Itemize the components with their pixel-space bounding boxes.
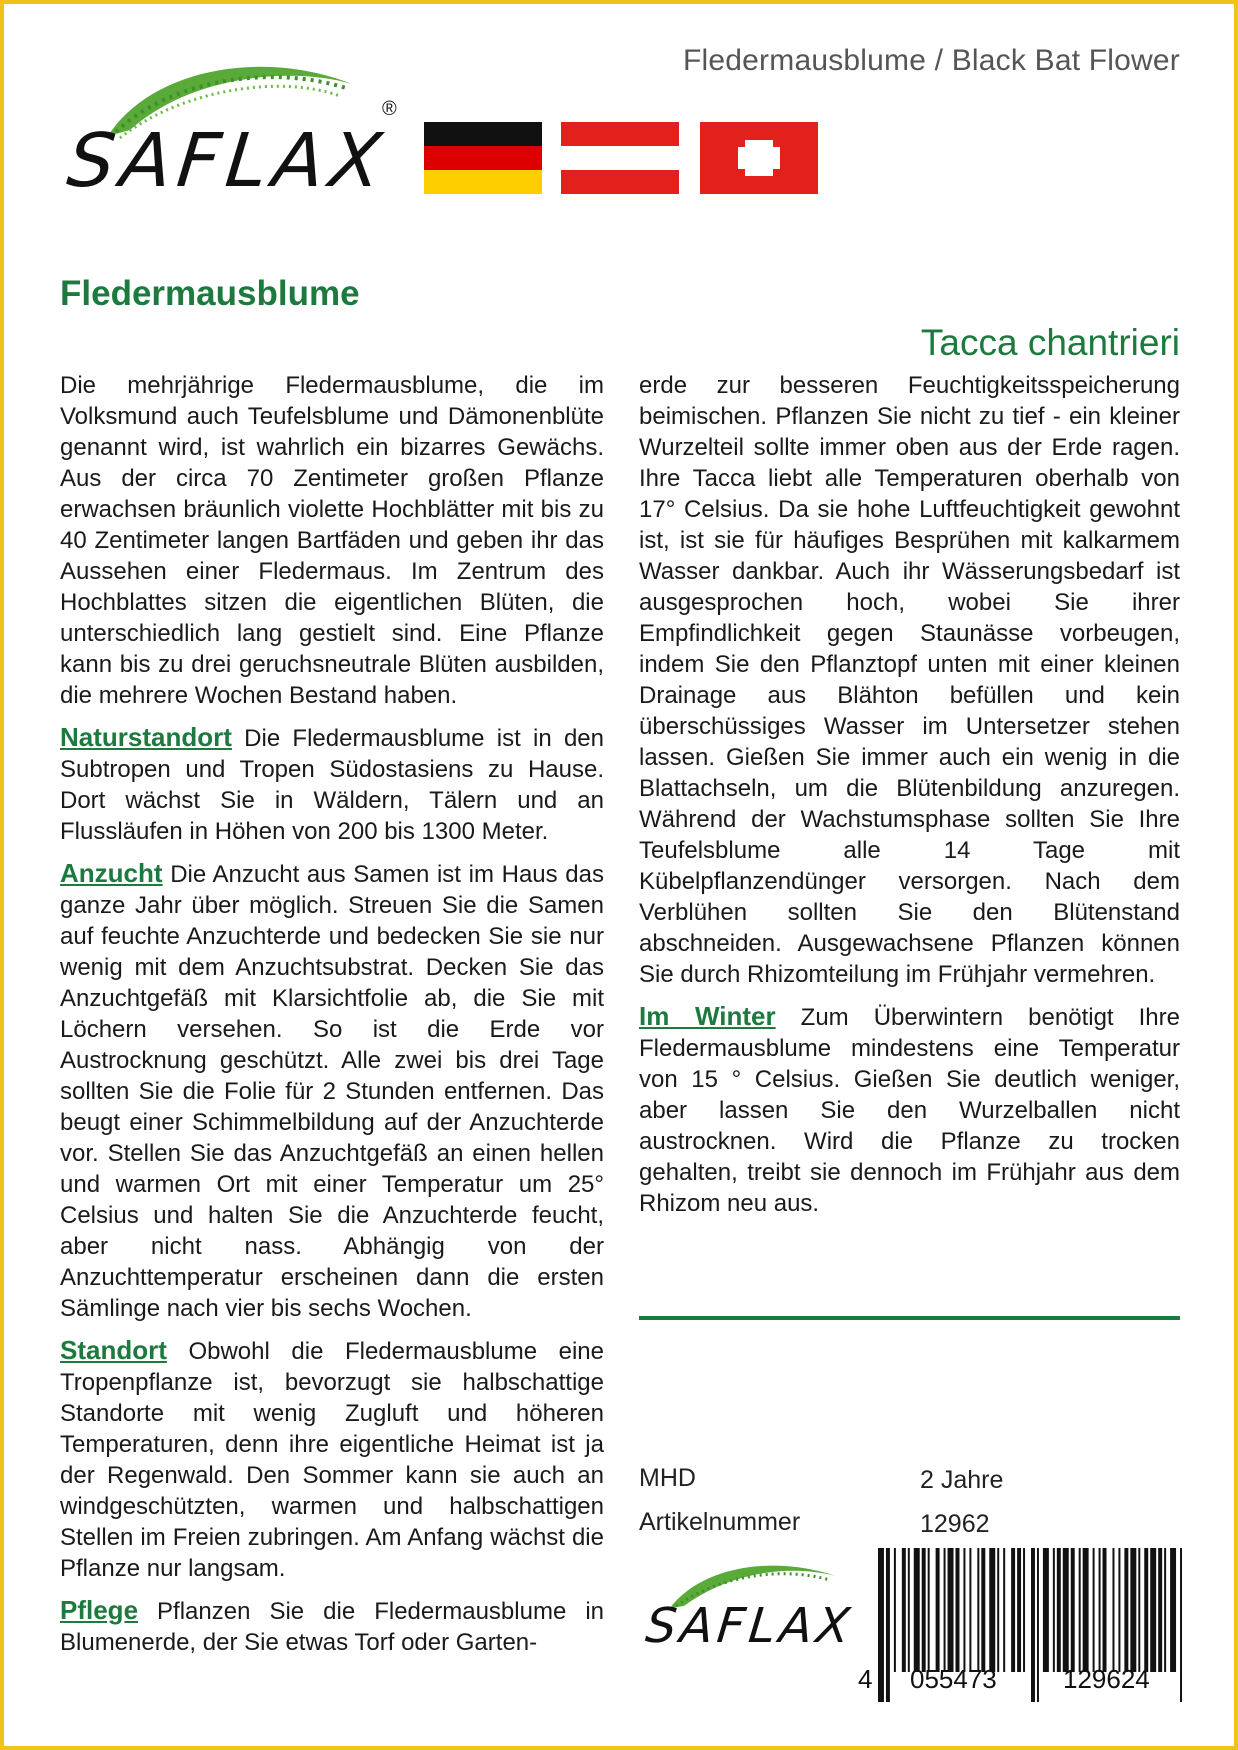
barcode-bar [1053, 1548, 1055, 1672]
article-label: Artikelnummer [639, 1508, 801, 1536]
plant-name-heading: Fledermausblume [60, 274, 360, 313]
barcode-bar [1112, 1548, 1114, 1672]
barcode-bar [928, 1548, 930, 1672]
switzerland-flag-icon [700, 122, 818, 194]
barcode-bar [1037, 1548, 1039, 1702]
barcode-bar [1093, 1548, 1095, 1672]
barcode-bar [936, 1548, 940, 1672]
winter-paragraph [639, 1001, 1180, 1219]
section-divider [639, 1316, 1180, 1320]
barcode-bar [878, 1548, 884, 1702]
barcode-digit-first: 4 [858, 1664, 873, 1694]
barcode-bar [997, 1548, 999, 1672]
barcode-bar [1003, 1548, 1005, 1672]
standort-text: Obwohl die Fledermausblume eine Tropenpflanze ist, bevorzugt sie halbschattige Standorte mit wenig Zugluft und höheren Temperaturen, denn ihre eigentliche Heimat ist ja der Regenwald. Den Sommer kann sie auch an windgeschützten, warmen und halbschattigen Stellen im Freien zubringen. Am Anfang wächst die Pflanze nur langsam. [60, 1338, 604, 1582]
barcode-bar [948, 1548, 954, 1672]
barcode-bar [908, 1548, 910, 1672]
barcode-bar [1138, 1548, 1140, 1672]
mhd-value: 2 Jahre [920, 1466, 1004, 1494]
austria-flag-icon [561, 122, 679, 194]
barcode-digits-left: 055473 [910, 1664, 997, 1694]
pflege-paragraph [60, 1595, 604, 1658]
barcode-bar [1170, 1548, 1176, 1672]
standort-paragraph [60, 1335, 604, 1584]
mhd-label: MHD [639, 1464, 696, 1492]
barcode-bar [1164, 1548, 1166, 1672]
barcode-bar [1057, 1548, 1061, 1672]
latin-name-heading: Tacca chantrieri [920, 322, 1180, 363]
barcode-bar [1130, 1548, 1136, 1672]
saflax-logo [60, 40, 420, 210]
barcode-bar [1118, 1548, 1120, 1672]
barcode-bar [969, 1548, 971, 1672]
barcode-bar [914, 1548, 920, 1672]
barcode-bar [981, 1548, 985, 1672]
barcode-bar [955, 1548, 959, 1672]
logo-small-text: SAFLAX [643, 1598, 857, 1654]
registered-mark: ® [382, 98, 397, 120]
pflege-heading: Pflege [60, 1595, 139, 1625]
barcode-bar [1043, 1548, 1049, 1672]
barcode-bar [989, 1548, 995, 1672]
winter-text: Zum Überwintern benötigt Ihre Fledermausblume mindestens eine Temperatur von 15 ° Celsius. Gießen Sie deutlich weniger, aber lassen Sie den Wurzelballen nicht austrocknen. Wird die Pflanze zu trocken gehalten, treibt sie dennoch im Frühjahr aus dem Rhizom neu aus. [639, 1004, 1180, 1217]
barcode-bar [963, 1548, 965, 1672]
barcode-bar [1083, 1548, 1089, 1672]
barcode-bar [1180, 1548, 1182, 1702]
barcode-bar [1011, 1548, 1015, 1672]
anzucht-paragraph [60, 858, 604, 1324]
barcode-bar [1144, 1548, 1148, 1672]
standort-heading: Standort [60, 1335, 167, 1365]
winter-heading: Im Winter [639, 1001, 776, 1031]
barcode-bar [1150, 1548, 1156, 1672]
germany-flag-icon [424, 122, 542, 194]
naturstandort-text: Die Fledermausblume ist in den Subtropen und Tropen Südostasiens zu Hause. Dort wächst Sie in Wäldern, Tälern und an Flussläufen in Höhen von 200 bis 1300 Meter. [60, 725, 604, 845]
barcode-bar [886, 1548, 890, 1702]
header-title: Fledermausblume / Black Bat Flower [683, 44, 1180, 77]
barcode-bar [977, 1548, 979, 1672]
barcode-bar [922, 1548, 926, 1672]
barcode-bar [1103, 1548, 1107, 1672]
saflax-logo-small [640, 1550, 880, 1660]
pflege-continued-paragraph: erde zur besseren Feuchtigkeitsspeicherung beimischen. Pflanzen Sie nicht zu tief - ein kleiner Wurzelteil sollte immer oben aus der Erde ragen. Ihre Tacca liebt alle Temperaturen oberhalb von 17° Celsius. Da sie hohe Luftfeuchtigkeit gewohnt ist, ist sie für häufiges Besprühen mit kalkarmem Wasser dankbar. Auch ihr Wässerungsbedarf ist ausgesprochen hoch, wobei Sie ihrer Empfindlichkeit gegen Staunässe vorbeugen, indem Sie den Pflanztopf unten mit einer kleinen Drainage aus Blähton befüllen und kein überschüssiges Wasser im Untersetzer stehen lassen. Gießen Sie immer auch ein wenig in die Blattachseln, um die Blütenbildung anzuregen. Während der Wachstumsphase sollten Sie Ihre Teufelsblume alle 14 Tage mit Kübelpflanzendünger versorgen. Nach dem Verblühen sollten Sie den Blütenstand abschneiden. Ausgewachsene Pflanzen können Sie durch Rhizomteilung im Frühjahr vermehren. [639, 372, 1180, 988]
logo-text: SAFLAX [63, 118, 392, 204]
barcode-bar [1124, 1548, 1128, 1672]
anzucht-text: Die Anzucht aus Samen ist im Haus das ganze Jahr über möglich. Streuen Sie die Samen auf feuchte Anzuchterde und bedecken Sie sie nur wenig mit dem Anzuchtsubstrat. Decken Sie das Anzuchtgefäß mit Klarsichtfolie ab, die Sie mit Löchern versehen. So ist die Erde vor Austrocknung geschützt. Alle zwei bis drei Tage sollten Sie die Folie für 2 Stunden entfernen. Das beugt einer Schimmelbildung auf der Anzuchterde vor. Stellen Sie das Anzuchtgefäß an einen hellen und warmen Ort mit einer Temperatur um 25° Celsius und halten Sie die Anzuchterde feucht, aber nicht nass. Abhängig von der Anzuchttemperatur erscheinen dann die ersten Sämlinge nach vier bis sechs Wochen. [60, 861, 604, 1322]
naturstandort-paragraph [60, 722, 604, 847]
intro-paragraph: Die mehrjährige Fledermausblume, die im Volksmund auch Teufelsblume und Dämonenblüte genannt wird, ist wahrlich ein bizarres Gewächs. Aus der circa 70 Zentimeter großen Pflanze erwachsen bräunlich violette Hochblätter mit bis zu 40 Zentimeter langen Bartfäden und geben ihr das Aussehen einer Fledermaus. Im Zentrum des Hochblattes sitzen die eigentlichen Blüten, die unterschiedlich lang gestielt sind. Eine Pflanze kann bis zu drei geruchsneutrale Blüten ausbilden, die mehrere Wochen Bestand haben. [60, 372, 604, 709]
barcode-bar [1079, 1548, 1081, 1672]
barcode-bar [944, 1548, 946, 1672]
naturstandort-heading: Naturstandort [60, 722, 232, 752]
left-column [60, 370, 604, 1669]
barcode-bar [1099, 1548, 1101, 1672]
barcode-bar [1023, 1548, 1025, 1672]
barcode-bar [1031, 1548, 1035, 1702]
anzucht-heading: Anzucht [60, 858, 163, 888]
barcode-bar [902, 1548, 906, 1672]
barcode-bar [1071, 1548, 1075, 1672]
barcode-bar [894, 1548, 896, 1672]
pflege-text: Pflanzen Sie die Fledermausblume in Blumenerde, der Sie etwas Torf oder Garten- [60, 1598, 604, 1656]
barcode-bar [1158, 1548, 1162, 1672]
barcode-bar [1063, 1548, 1069, 1672]
barcode-bar [1017, 1548, 1021, 1672]
article-value: 12962 [920, 1510, 990, 1538]
barcode-digits-right: 129624 [1063, 1664, 1150, 1694]
right-column [639, 370, 1180, 1230]
